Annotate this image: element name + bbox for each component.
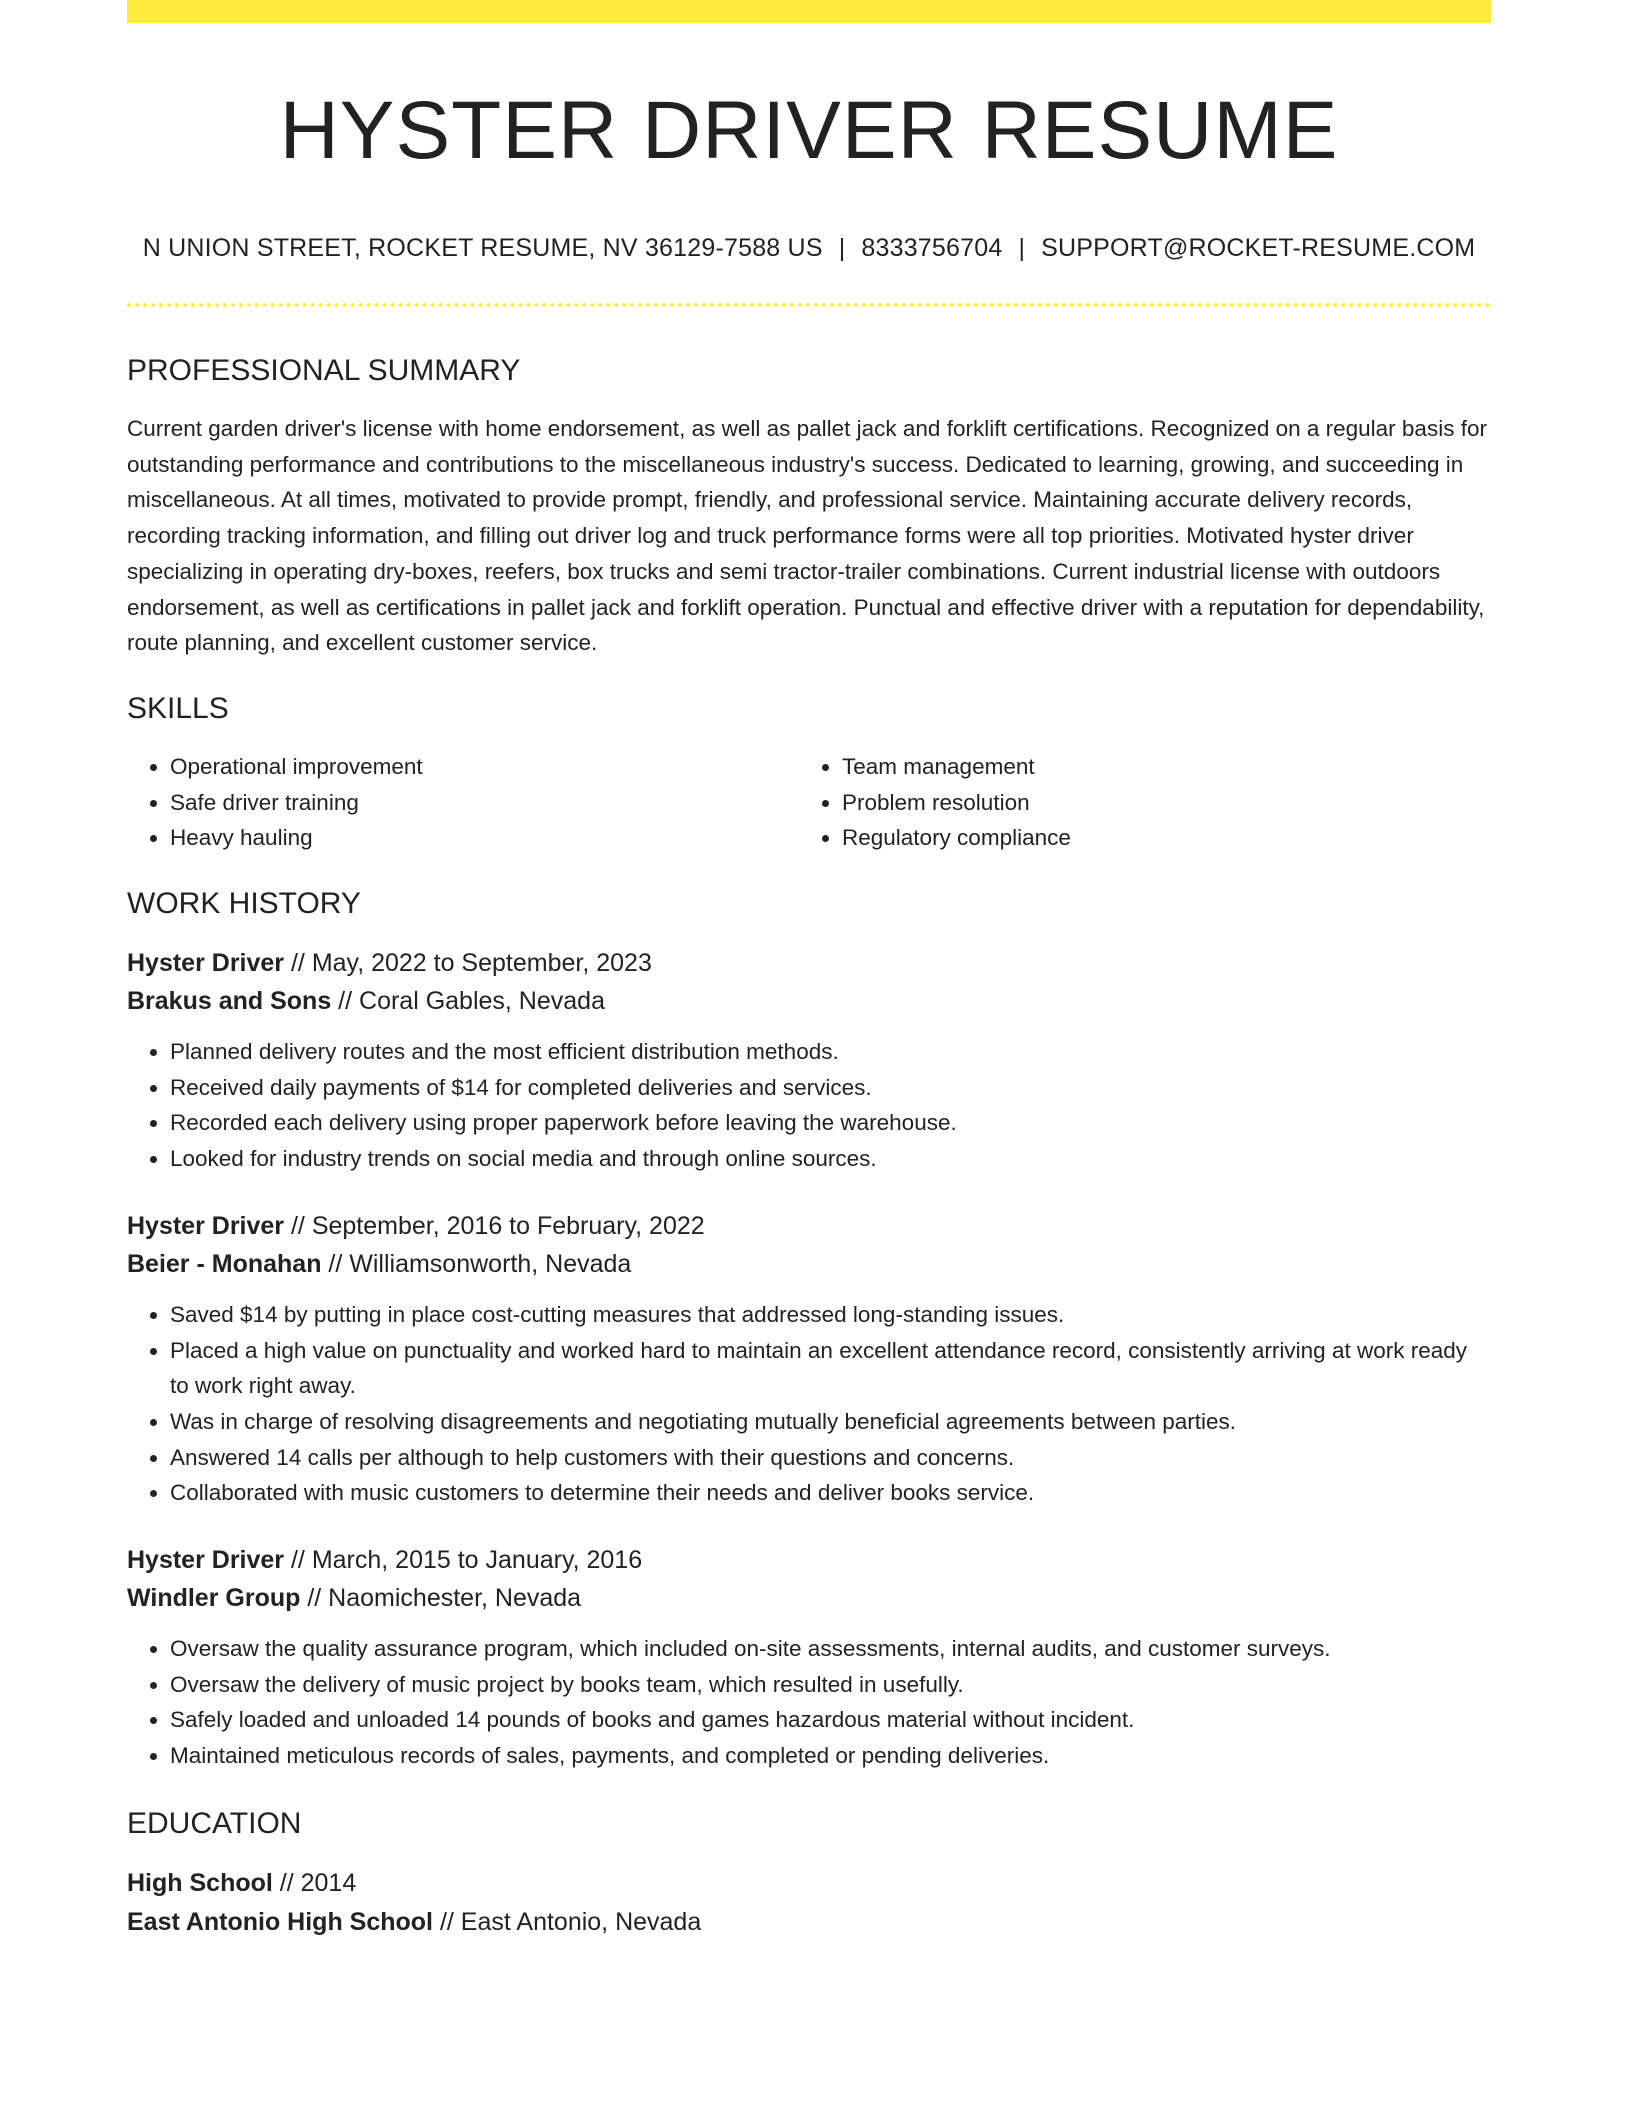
job-bullet: • Oversaw the delivery of music project by books team, which resulted in usefully.: [170, 1667, 1491, 1703]
job-company: Beier - Monahan: [127, 1249, 322, 1278]
job-dates: // March, 2015 to January, 2016: [284, 1546, 643, 1575]
job-entry: [127, 1541, 1491, 1774]
job-bullet: • Recorded each delivery using proper paperwork before leaving the warehouse.: [170, 1105, 1491, 1141]
job-bullet: • Oversaw the quality assurance program, which included on-site assessments, internal audits, and customer surveys.: [170, 1631, 1491, 1667]
dotted-divider: [127, 303, 1491, 307]
education-degree: High School: [127, 1868, 273, 1897]
education-school-line: [127, 1903, 1491, 1942]
contact-phone[interactable]: 8333756704: [861, 234, 1003, 262]
job-bullet: • Received daily payments of $14 for completed deliveries and services.: [170, 1070, 1491, 1106]
job-entry: [127, 1207, 1491, 1511]
skill-item: • Problem resolution: [842, 785, 1471, 821]
contact-separator: |: [1018, 234, 1026, 262]
education-school: East Antonio High School: [127, 1907, 434, 1936]
summary-heading: PROFESSIONAL SUMMARY: [127, 354, 521, 387]
education-heading: EDUCATION: [127, 1806, 302, 1840]
job-bullet: • Planned delivery routes and the most efficient distribution methods.: [170, 1034, 1491, 1070]
job-bullet: • Answered 14 calls per although to help customers with their questions and concerns.: [170, 1440, 1491, 1476]
contact-email[interactable]: SUPPORT@ROCKET-RESUME.COM: [1041, 234, 1476, 262]
job-bullets: [127, 1034, 1491, 1177]
job-title-line: [127, 1207, 1491, 1245]
job-location: // Coral Gables, Nevada: [331, 987, 605, 1016]
job-location: // Naomichester, Nevada: [300, 1584, 582, 1613]
job-company-line: [127, 1245, 1491, 1283]
skills-heading: SKILLS: [127, 691, 229, 725]
job-role: Hyster Driver: [127, 1211, 285, 1240]
education-entry: [127, 1864, 1491, 1942]
job-bullet: • Saved $14 by putting in place cost-cutting measures that addressed long-standing issues.: [170, 1297, 1491, 1333]
job-bullet: • Maintained meticulous records of sales, payments, and completed or pending deliveries.: [170, 1738, 1491, 1774]
skills-list: [127, 749, 1491, 856]
job-dates: // September, 2016 to February, 2022: [284, 1211, 705, 1240]
job-dates: // May, 2022 to September, 2023: [284, 949, 652, 978]
job-company-line: [127, 1579, 1491, 1617]
skill-item: • Heavy hauling: [170, 820, 799, 856]
job-entry: [127, 944, 1491, 1177]
job-bullets: [127, 1297, 1491, 1511]
skill-item: • Operational improvement: [170, 749, 799, 785]
job-company: Windler Group: [127, 1584, 301, 1613]
skills-column-right: [799, 749, 1471, 856]
contact-line: [127, 233, 1491, 263]
job-bullets: [127, 1631, 1491, 1774]
job-bullet: • Was in charge of resolving disagreements and negotiating mutually beneficial agreements between parties.: [170, 1404, 1491, 1440]
job-title-line: [127, 1541, 1491, 1579]
top-accent-bar: [127, 0, 1491, 23]
job-company-line: [127, 982, 1491, 1020]
job-role: Hyster Driver: [127, 1546, 285, 1575]
skill-item: • Regulatory compliance: [842, 820, 1471, 856]
education-location: // East Antonio, Nevada: [433, 1907, 702, 1936]
job-role: Hyster Driver: [127, 949, 285, 978]
skill-item: • Safe driver training: [170, 785, 799, 821]
job-bullet: • Collaborated with music customers to determine their needs and deliver books service.: [170, 1475, 1491, 1511]
skill-item: • Team management: [842, 749, 1471, 785]
job-company: Brakus and Sons: [127, 987, 332, 1016]
job-bullet: • Looked for industry trends on social media and through online sources.: [170, 1141, 1491, 1177]
summary-text: Current garden driver's license with home endorsement, as well as pallet jack and forklift certifications. Recognized on a regular basis for outstanding performance and contributions to the miscellaneous industry's success. Dedicated to learning, growing, and succeeding in miscellaneous. At all times, motivated to provide prompt, friendly, and professional service. Maintaining accurate delivery records, recording tracking information, and filling out driver log and truck performance forms were all top priorities. Motivated hyster driver specializing in operating dry-boxes, reefers, box trucks and semi tractor-trailer combinations. Current industrial license with outdoors endorsement, as well as certifications in pallet jack and forklift operation. Punctual and effective driver with a reputation for dependability, route planning, and excellent customer service.: [127, 416, 1487, 656]
job-title-line: [127, 944, 1491, 982]
job-bullet: • Placed a high value on punctuality and worked hard to maintain an excellent attendance record, consistently arriving at work ready to work right away.: [170, 1333, 1491, 1404]
education-year: // 2014: [272, 1868, 357, 1897]
resume-page: [127, 0, 1491, 1942]
contact-address: N UNION STREET, ROCKET RESUME, NV 36129-7588 US: [142, 234, 823, 262]
education-degree-line: [127, 1864, 1491, 1903]
resume-title: HYSTER DRIVER RESUME: [279, 85, 1339, 176]
work-history-heading: WORK HISTORY: [127, 887, 361, 921]
contact-separator: |: [838, 234, 846, 262]
skills-column-left: [127, 749, 799, 856]
job-bullet: • Safely loaded and unloaded 14 pounds of books and games hazardous material without incident.: [170, 1702, 1491, 1738]
job-location: // Williamsonworth, Nevada: [321, 1249, 632, 1278]
